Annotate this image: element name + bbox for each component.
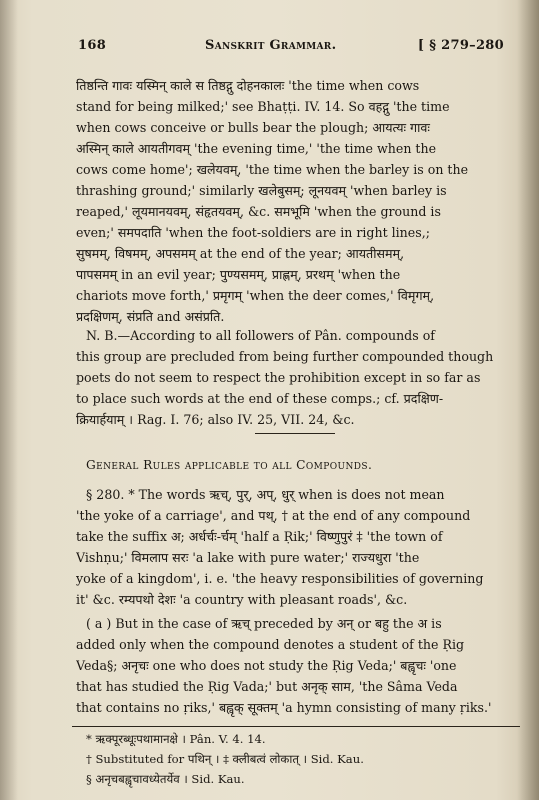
section-range: [ § 279–280 [417, 38, 504, 53]
body-line: chariots move forth,' प्रमृगम् 'when the deer comes,' विमृगम्, [76, 288, 435, 303]
nb-line: poets do not seem to respect the prohibition except in so far as [76, 370, 481, 385]
body-line: अस्मिन् काले आयतीगवम् 'the evening time,' 'the time when the [76, 141, 437, 156]
body-line: तिष्ठन्ति गावः यस्मिन् काले स तिष्ठद्गु दोहनकालः 'the time when cows [76, 78, 420, 93]
footnote: § अनृचबह्वृचावध्येतर्येव । Sid. Kau. [86, 772, 245, 786]
nb-line: क्रियार्हयाम् । Rag. I. 76; also IV. 25, VII. 24, &c. [76, 412, 355, 427]
running-header [70, 38, 510, 58]
rule-line: take the suffix अ; अर्धर्चः-र्चम् 'half a Ṛik;' विष्णुपुरं ‡ 'the town of [76, 529, 443, 544]
rule-line: Vishṇu;' विमलाप सरः 'a lake with pure water;' राज्यधुरा 'the [76, 550, 420, 565]
body-line: thrashing ground;' similarly खलेबुसम्; लूनयवम् 'when barley is [76, 183, 447, 198]
rule-line: it' &c. रम्यपथो देशः 'a country with pleasant roads', &c. [76, 592, 408, 607]
body-line: stand for being milked;' see Bhaṭṭi. IV. 14. So वहद्गु 'the time [76, 99, 450, 114]
page-number: 168 [78, 38, 107, 53]
spine-shadow [0, 0, 18, 800]
body-line: when cows conceive or bulls bear the plough; आयत्यः गावः [76, 120, 430, 135]
body-line: सुषमम्, विषमम्, अपसमम् at the end of the year; आयतीसमम्, [76, 246, 405, 261]
rule-line: § 280. * The words ऋच्, पुर्, अप्, धुर् when is does not mean [86, 487, 445, 502]
nb-line: N. B.—According to all followers of Pân. compounds of [86, 328, 435, 343]
body-line: पापसमम् in an evil year; पुण्यसमम्, प्राह्णम्, प्ररथम् 'when the [76, 267, 401, 282]
page-edge-shadow [517, 0, 539, 800]
running-title: Sanskrit Grammar. [205, 38, 337, 53]
rule-line: yoke of a kingdom', i. e. 'the heavy responsibilities of governing [76, 571, 484, 586]
body-line: reaped,' लूयमानयवम्, संहृतयवम्, &c. समभूमि 'when the ground is [76, 204, 441, 219]
footnote-rule [72, 726, 520, 727]
body-line: even;' समपदाति 'when the foot-soldiers are in right lines,; [76, 225, 430, 240]
nb-line: this group are precluded from being further compounded though [76, 349, 494, 364]
body-line: cows come home'; खलेयवम्, 'the time when the barley is on the [76, 162, 469, 177]
rule-line: 'the yoke of a carriage', and पथ्, † at the end of any compound [76, 508, 471, 523]
para-a-line: Veda§; अनृचः one who does not study the Ṛig Veda;' बह्वृचः 'one [76, 658, 457, 673]
section-heading: General Rules applicable to all Compounds. [86, 458, 373, 472]
para-a-line: added only when the compound denotes a student of the Ṛig [76, 637, 465, 652]
body-line: प्रदक्षिणम्, संप्रति and असंप्रति. [76, 309, 225, 324]
nb-line: to place such words at the end of these comps.; cf. प्रदक्षिण- [76, 391, 444, 406]
para-a-line: that has studied the Ṛig Vada;' but अनृक् साम, 'the Sâma Veda [76, 679, 458, 694]
para-a-line: that contains no ṛiks,' बह्वृक् सूक्तम् 'a hymn consisting of many ṛiks.' [76, 700, 492, 715]
footnote: * ऋक्पूरब्धूःपथामानक्षे । Pân. V. 4. 14. [86, 732, 266, 746]
section-divider [255, 433, 335, 434]
footnote: † Substituted for पथिन् । ‡ क्लीबत्वं लोकात् । Sid. Kau. [86, 752, 364, 766]
para-a-line: ( a ) But in the case of ऋच् preceded by अन् or बहु the अ is [86, 616, 442, 631]
